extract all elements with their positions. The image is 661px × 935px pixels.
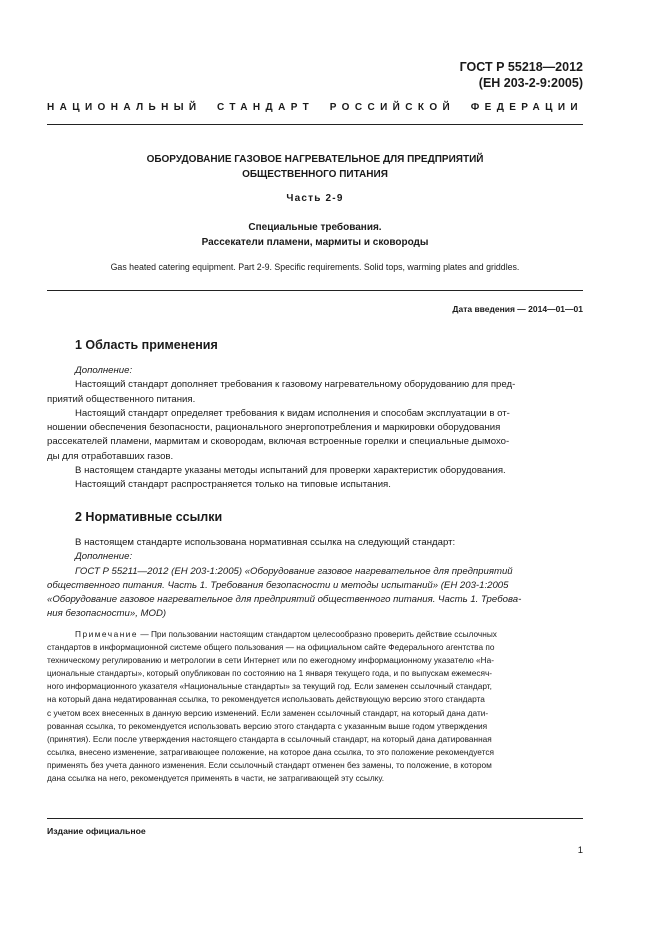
note-line: техническому регулированию и метрологии в сети Интернет или по ежегодному информационному указателю «На- [47, 655, 495, 666]
section-1-paragraph-4: Настоящий стандарт распространяется только на типовые испытания. [75, 479, 391, 491]
note-block [47, 628, 583, 785]
supplement-label: Дополнение: [75, 365, 133, 376]
note-line: применять без учета данного изменения. Если ссылочный стандарт отменен без замены, то положение, в котором [47, 759, 492, 770]
note-line: рованная ссылка, то рекомендуется использовать версию этого стандарта с указанным выше годом утверждения [47, 720, 488, 731]
section-1-paragraph-2-cont: ды для отработавших газов. [47, 450, 174, 462]
official-edition-label: Издание официальное [47, 826, 146, 836]
en-standard-number: (ЕН 203-2-9:2005) [478, 76, 583, 90]
note-line: с учетом всех внесенных в данную версию изменений. Если заменен ссылочный стандарт, на который дана дати- [47, 707, 489, 718]
section-1-paragraph-2-cont: рассекателей пламени, мармитам и сковородам, включая встроенные горелки и специальные дымохо- [47, 436, 510, 448]
part-number: Часть 2-9 [286, 193, 344, 204]
note-label: Примечание [75, 629, 139, 639]
section-1-paragraph-1: Настоящий стандарт дополняет требования к газовому нагревательному оборудованию для пред- [75, 379, 516, 391]
note-line: (принятия). Если после утверждения настоящего стандарта в ссылочный стандарт, на который дана датированная [47, 733, 492, 744]
section-2-body [47, 536, 583, 622]
document-title [47, 152, 583, 182]
english-title: Gas heated catering equipment. Part 2-9. Specific requirements. Solid tops, warming plates and griddles. [110, 262, 520, 272]
footer-divider [47, 818, 583, 819]
section-1-paragraph-3: В настоящем стандарте указаны методы испытаний для проверки характеристик оборудования. [75, 465, 506, 477]
note-line: — При пользовании настоящим стандартом целесообразно проверить действие ссылочных [138, 629, 497, 639]
note-line: на который дана недатированная ссылка, то рекомендуется использовать действующую версию этого стандарта [47, 694, 485, 705]
normative-reference-cont: ния безопасности», MOD) [47, 608, 167, 620]
section-2-paragraph-1: В настоящем стандарте использована нормативная ссылка на следующий стандарт: [75, 537, 456, 548]
note-line: стандартов в информационной системе общего пользования — на официальном сайте Федерального агентства по [47, 642, 495, 653]
introduction-date: Дата введения — 2014—01—01 [452, 304, 583, 314]
standard-designation [460, 59, 583, 91]
supplement-label: Дополнение: [75, 551, 133, 563]
header-divider [47, 124, 583, 125]
page-number: 1 [577, 845, 583, 856]
subtitle-line-1: Специальные требования. [248, 222, 382, 233]
normative-reference-cont: «Оборудование газовое нагревательное для предприятий общественного питания. Часть 1. Требова- [47, 594, 522, 606]
note-line: ссылка, внесено изменение, затрагивающее положение, на которое дана ссылка, то это положение рекомендуется [47, 746, 494, 757]
normative-reference-cont: общественного питания. Часть 1. Требования безопасности и методы испытаний» (ЕН 203-1:2005 [47, 579, 509, 591]
title-line-1: ОБОРУДОВАНИЕ ГАЗОВОЕ НАГРЕВАТЕЛЬНОЕ ДЛЯ ПРЕДПРИЯТИЙ [146, 154, 484, 165]
note-line: дана ссылка на него, рекомендуется применять в части, не затрагивающей эту ссылку. [47, 773, 385, 784]
section-1-body [47, 364, 583, 493]
document-subtitle [47, 220, 583, 250]
section-1-paragraph-1-cont: приятий общественного питания. [47, 393, 196, 405]
section-2-heading: 2 Нормативные ссылки [75, 510, 223, 524]
section-1-heading: 1 Область применения [75, 338, 218, 352]
section-1-paragraph-2: Настоящий стандарт определяет требования к видам исполнения и способам эксплуатации в от- [75, 407, 510, 419]
national-standard-banner: НАЦИОНАЛЬНЫЙ СТАНДАРТ РОССИЙСКОЙ ФЕДЕРАЦИИ [47, 102, 583, 113]
section-1-paragraph-2-cont: ношении обеспечения безопасности, рационального энергопотребления и маркировки оборудования [47, 422, 501, 434]
title-line-2: ОБЩЕСТВЕННОГО ПИТАНИЯ [242, 169, 388, 180]
subtitle-line-2: Рассекатели пламени, мармиты и сковороды [201, 237, 429, 248]
normative-reference: ГОСТ Р 55211—2012 (ЕН 203-1:2005) «Оборудование газовое нагревательное для предприятий [75, 565, 513, 577]
title-divider [47, 290, 583, 291]
note-line: циональные стандарты», который опубликован по состоянию на 1 января текущего года, и по выпускам ежемесяч- [47, 668, 493, 679]
standard-number: ГОСТ Р 55218—2012 [459, 60, 583, 74]
note-line: ного информационного указателя «Национальные стандарты» за текущий год. Если заменен ссылочный стандарт, [47, 681, 492, 692]
